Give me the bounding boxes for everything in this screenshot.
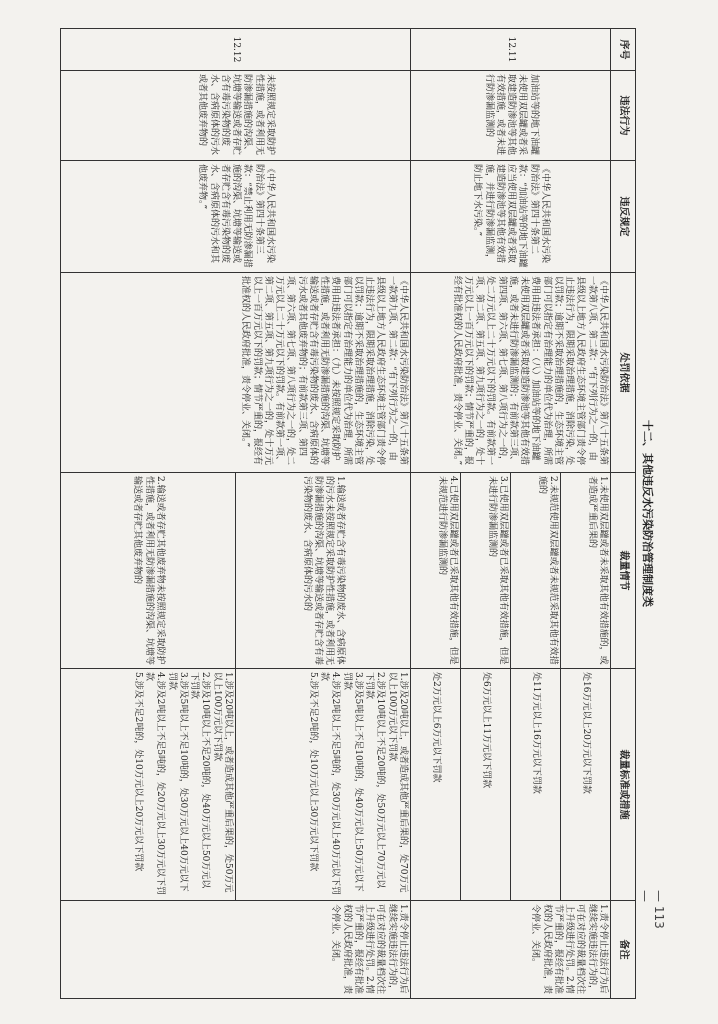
regulation-cell: 《中华人民共和国水污染防治法》第四十条第三款：“禁止利用无防渗漏措施的沟渠、坑塘等输送或者存贮含有毒污染物的废水、含病原体的污水和其他废弃物。” bbox=[61, 161, 411, 273]
measure-item: 5.涉及不足2吨的，处10万元以上20万元以下罚款 bbox=[133, 672, 143, 872]
measure-item: 5.涉及不足2吨的，处10万元以上30万元以下罚款 bbox=[308, 672, 318, 872]
remarks-cell: 1.责令停止违法行为后继续实施违法行为的，可在对应的裁量档次往上升级进行处罚。2.情节严重的，报经有批准权的人民政府批准，责令停业、关闭。 bbox=[61, 901, 411, 999]
header-remarks: 备注 bbox=[611, 901, 636, 999]
circumstance-cell: 4.已使用双层罐或者已采取其他有效措施，但是未规范进行防渗漏监测的 bbox=[411, 473, 461, 669]
header-basis: 处罚依据 bbox=[611, 273, 636, 473]
regulation-cell: 《中华人民共和国水污染防治法》第四十条第二款：“加油站等的地下油罐应当使用双层罐或者采取建造防渗池等其他有效措施，并进行防渗漏监测，防止地下水污染。” bbox=[411, 161, 611, 273]
measure-item: 4.涉及2吨以上不足5吨的，处20万元以上30万元以下罚款 bbox=[144, 672, 166, 895]
remarks-cell: 1.责令停止违法行为后继续实施违法行为的，可在对应的裁量档次往上升级进行处罚。2.情节严重的，报经有批准权的人民政府批准，责令停业、关闭。 bbox=[411, 901, 611, 999]
header-measures: 裁量标准或措施 bbox=[611, 669, 636, 901]
behavior-cell: 未按照规定采取防护性措施，或者利用无防渗漏措施的沟渠、坑塘等输送或者存贮含有毒污染物的废水、含病原体的污水或者其他废弃物的 bbox=[61, 71, 411, 161]
measure-item: 1.涉及20吨以上，或者造成其他严重后果的，处50万元以上100万元以下罚款 bbox=[211, 672, 233, 893]
circumstance-cell: 2.未规范使用双层罐或者未规范采取其他有效措施的 bbox=[511, 473, 561, 669]
row-number: 12.12 bbox=[61, 29, 411, 71]
rotated-table-page bbox=[60, 28, 658, 998]
header-behavior: 违法行为 bbox=[611, 71, 636, 161]
header-no: 序号 bbox=[611, 29, 636, 71]
table-title: 十二、其他违反水污染防治管理制度类 bbox=[640, 420, 654, 608]
measure-item: 1.涉及20吨以上，或者造成其他严重后果的，处70万元以上100万元以下罚款 bbox=[386, 672, 408, 893]
behavior-cell: 加油站等的地下油罐未使用双层罐或者采取建造防渗池等其他有效措施，或者未进行防渗漏监测的 bbox=[411, 71, 611, 161]
table-row bbox=[561, 29, 611, 999]
header-circumstances: 裁量情节 bbox=[611, 473, 636, 669]
measure-cell bbox=[61, 669, 236, 901]
circumstance-cell: 3.已使用双层罐或者已采取其他有效措施，但是未进行防渗漏监测的 bbox=[461, 473, 511, 669]
measure-cell bbox=[236, 669, 411, 901]
measure-item: 4.涉及2吨以上不足5吨的，处30万元以上40万元以下罚款 bbox=[319, 672, 341, 895]
measure-item: 3.涉及5吨以上不足10吨的，处40万元以上50万元以下罚款 bbox=[341, 672, 363, 892]
measure-cell: 处6万元以上11万元以下罚款 bbox=[461, 669, 511, 901]
measure-item: 2.涉及10吨以上不足20吨的，处50万元以上70万元以下罚款 bbox=[364, 672, 386, 889]
header-row bbox=[611, 29, 636, 999]
header-regulation: 违反规定 bbox=[611, 161, 636, 273]
penalty-table bbox=[60, 28, 658, 999]
measure-cell: 处2万元以上6万元以下罚款 bbox=[411, 669, 461, 901]
row-number: 12.11 bbox=[411, 29, 611, 71]
circumstance-cell: 1.输送或者存贮含有毒污染物的废水、含病原体的污水未按照规定采取防护性措施，或者利用无防渗漏措施的沟渠、坑塘等输送或者存贮含有毒污染物的废水、含病原体的污水的 bbox=[236, 473, 411, 669]
table-row bbox=[236, 29, 411, 999]
measure-item: 3.涉及5吨以上不足10吨的，处30万元以上40万元以下罚款 bbox=[166, 672, 188, 892]
measure-cell: 处16万元以上20万元以下罚款 bbox=[561, 669, 611, 901]
circumstance-cell: 2.输送或者存贮其他废弃物未按照规定采取防护性措施，或者利用无防渗漏措施的沟渠、坑塘等输送或者存贮其他废弃物的 bbox=[61, 473, 236, 669]
basis-cell: 《中华人民共和国水污染防治法》第八十五条第一款第八项、第二款：“有下列行为之一的，由县级以上地方人民政府生态环境主管部门责令停止违法行为，限期采取治理措施，消除污染，处以罚款；逾期不采取治理措施的，生态环境主管部门可以指定有治理能力的单位代为治理，所需费用由违法者承担：（八）加油站等的地下油罐未使用双层罐或者采取建造防渗池等其他有效措施，或者未进行防渗漏监测的；有前款第三项、第四项、第六项、第七项、第八项行为之一的，处二万元以上二十万元以下的罚款。有前款第一项、第二项、第五项、第九项行为之一的，处十万元以上一百万元以下的罚款；情节严重的，报经有批准权的人民政府批准，责令停业、关闭。” bbox=[411, 273, 611, 473]
basis-cell: 《中华人民共和国水污染防治法》第八十五条第一款第九项、第二款：“有下列行为之一的，由县级以上地方人民政府生态环境主管部门责令停止违法行为，限期采取治理措施，消除污染，处以罚款；逾期不采取治理措施的，生态环境主管部门可以指定有治理能力的单位代为治理，所需费用由违法者承担：（九）未按照规定采取防护性措施，或者利用无防渗漏措施的沟渠、坑塘等输送或者存贮含有毒污染物的废水、含病原体的污水或者其他废弃物的；有前款第三项、第四项、第六项、第七项、第八项行为之一的，处二万元以上二十万元以下的罚款。有前款第一项、第二项、第五项、第九项行为之一的，处十万元以上一百万元以下的罚款；情节严重的，报经有批准权的人民政府批准，责令停业、关闭。” bbox=[61, 273, 411, 473]
measure-item: 2.涉及10吨以上不足20吨的，处40万元以上50万元以下罚款 bbox=[189, 672, 211, 889]
circumstance-cell: 1.未使用双层罐或者未采取其他有效措施的，或者造成严重后果的 bbox=[561, 473, 611, 669]
measure-cell: 处11万元以上16万元以下罚款 bbox=[511, 669, 561, 901]
page-number: — 113 — bbox=[638, 890, 666, 929]
